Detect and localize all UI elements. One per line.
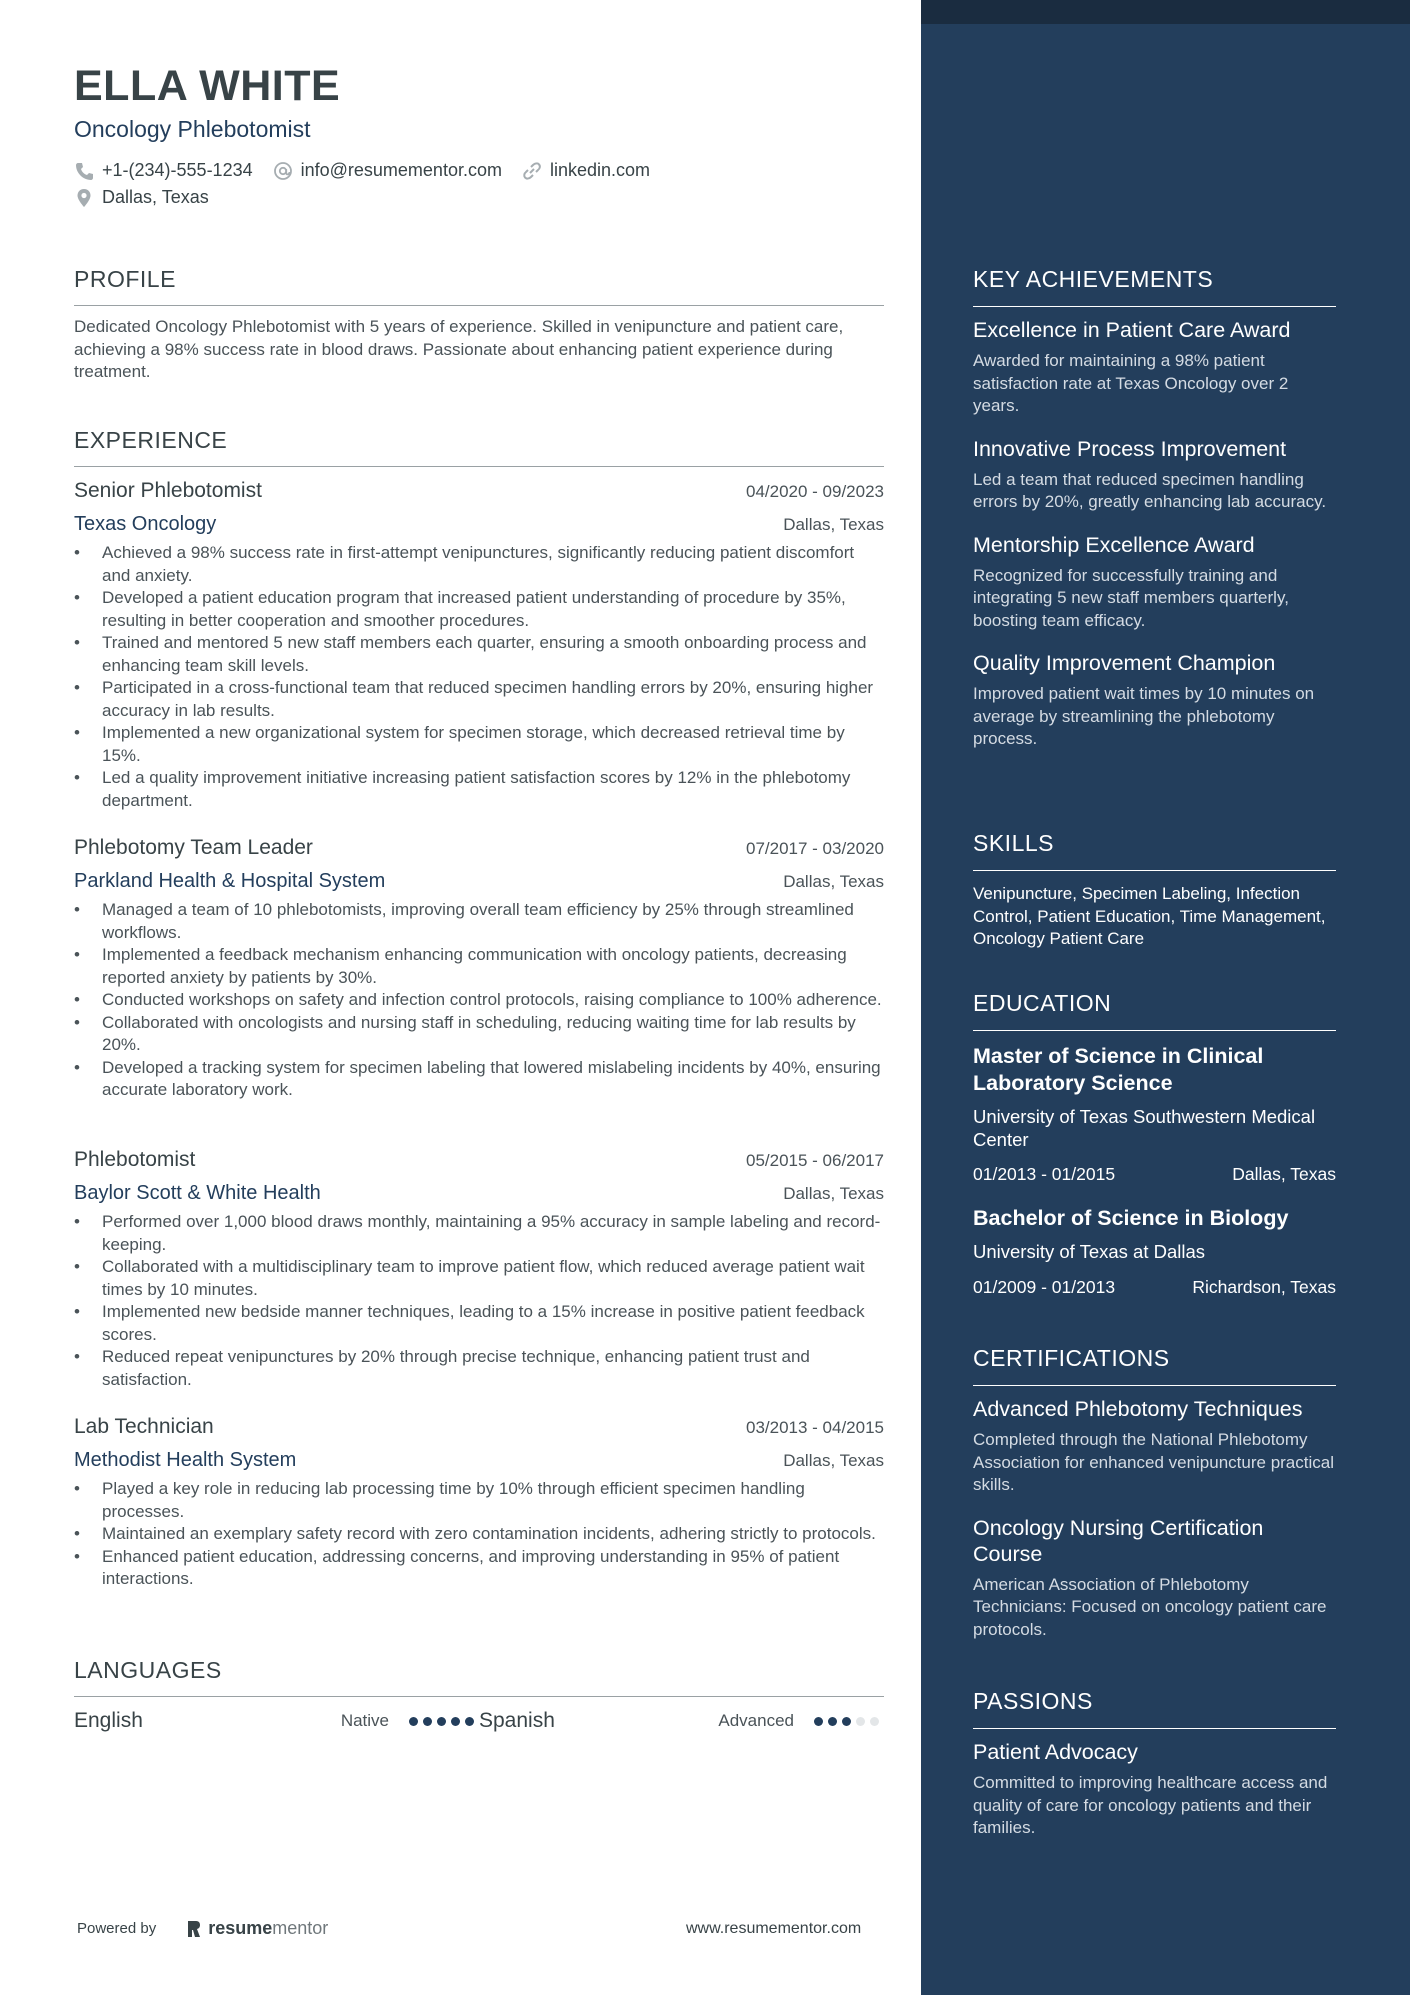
contact-row	[74, 160, 670, 181]
sidebar	[921, 0, 1410, 1995]
rating-dot-empty	[870, 1717, 879, 1726]
languages-row	[74, 1709, 884, 1733]
certification-title: Advanced Phlebotomy Techniques	[973, 1397, 1303, 1421]
job-title: Phlebotomist	[74, 1148, 196, 1171]
section-divider	[74, 466, 884, 467]
sidebar-top-band	[921, 0, 1410, 24]
certifications-section	[973, 1345, 1336, 1641]
footer-website[interactable]: www.resumementor.com	[686, 1920, 862, 1937]
phone-icon	[74, 161, 94, 181]
job-location: Dallas, Texas	[783, 1451, 884, 1470]
bullet-item: • Performed over 1,000 blood draws monthly, maintaining a 95% accuracy in sample labeling and record-keeping.	[74, 1211, 884, 1256]
bullet-item: • Achieved a 98% success rate in first-attempt venipunctures, significantly reducing patient discomfort and anxiety.	[74, 542, 884, 587]
languages-section	[74, 1657, 884, 1733]
job-bullets	[74, 1478, 884, 1591]
job-company: Parkland Health & Hospital System	[74, 870, 386, 892]
sidebar-divider	[973, 1385, 1336, 1386]
job-entry	[74, 836, 884, 1102]
sidebar-divider	[973, 1030, 1336, 1031]
candidate-role: Oncology Phlebotomist	[74, 116, 311, 142]
skills-title: SKILLS	[973, 830, 1054, 856]
location-pin-icon	[74, 188, 94, 208]
language-name: English	[74, 1709, 143, 1732]
achievement-title: Excellence in Patient Care Award	[973, 318, 1291, 342]
job-company: Baylor Scott & White Health	[74, 1182, 321, 1204]
job-title: Senior Phlebotomist	[74, 479, 262, 502]
language-level: Advanced	[718, 1711, 794, 1730]
bullet-item: • Led a quality improvement initiative increasing patient satisfaction scores by 12% in the phlebotomy department.	[74, 767, 884, 812]
bullet-item: • Developed a patient education program that increased patient understanding of procedure by 35%, resulting in better cooperation and smoother procedures.	[74, 587, 884, 632]
language-rating	[814, 1717, 884, 1726]
bullet-item: • Managed a team of 10 phlebotomists, improving overall team efficiency by 25% through streamlined workflows.	[74, 899, 884, 944]
resumementor-logo-icon	[186, 1919, 202, 1939]
bullet-item: • Implemented a new organizational system for specimen storage, which decreased retrieval time by 15%.	[74, 722, 884, 767]
job-company: Methodist Health System	[74, 1449, 297, 1471]
job-company: Texas Oncology	[74, 513, 217, 535]
section-divider	[74, 305, 884, 306]
achievement-text: Improved patient wait times by 10 minutes on average by streamlining the phlebotomy process.	[973, 684, 1315, 748]
sidebar-divider	[973, 870, 1336, 871]
passions-section	[973, 1688, 1336, 1840]
bullet-item: • Maintained an exemplary safety record with zero contamination incidents, adhering strictly to protocols.	[74, 1523, 884, 1546]
bullet-item: • Played a key role in reducing lab processing time by 10% through efficient specimen handling processes.	[74, 1478, 884, 1523]
profile-section	[74, 266, 884, 384]
profile-text: Dedicated Oncology Phlebotomist with 5 years of experience. Skilled in venipuncture and patient care, achieving a 98% success rate in blood draws. Passionate about enhancing patient experience during treatment.	[74, 317, 844, 381]
bullet-item: • Developed a tracking system for specimen labeling that lowered mislabeling incidents by 40%, ensuring accurate laboratory work.	[74, 1057, 884, 1102]
footer-powered	[77, 1918, 328, 1939]
contact-linkedin[interactable]	[522, 160, 650, 181]
bullet-item: • Implemented a feedback mechanism enhancing communication with oncology patients, decreasing reported anxiety by patients by 30%.	[74, 944, 884, 989]
bullet-item: • Collaborated with oncologists and nursing staff in scheduling, reducing waiting time for lab results by 20%.	[74, 1012, 884, 1057]
brand-strong: resume	[208, 1918, 273, 1938]
job-location: Dallas, Texas	[783, 515, 884, 534]
phone-text: +1-(234)-555-1234	[102, 160, 253, 180]
rating-dot-filled	[465, 1717, 474, 1726]
brand-light: mentor	[272, 1918, 329, 1938]
rating-dot-empty	[856, 1717, 865, 1726]
link-icon	[522, 161, 542, 181]
rating-dot-filled	[451, 1717, 460, 1726]
candidate-name: ELLA WHITE	[74, 62, 341, 110]
bullet-item: • Trained and mentored 5 new staff members each quarter, ensuring a smooth onboarding process and enhancing team skill levels.	[74, 632, 884, 677]
profile-title: PROFILE	[74, 266, 176, 292]
achievement-text: Led a team that reduced specimen handling errors by 20%, greatly enhancing lab accuracy.	[973, 469, 1327, 511]
education-section	[973, 990, 1336, 1298]
achievement-item	[973, 532, 1336, 633]
contact-row-2	[74, 187, 229, 208]
sidebar-divider	[973, 1728, 1336, 1729]
powered-by-label: Powered by	[77, 1920, 157, 1937]
certification-item	[973, 1396, 1336, 1497]
education-school: University of Texas at Dallas	[973, 1241, 1206, 1262]
education-title: EDUCATION	[973, 990, 1112, 1016]
language-name: Spanish	[479, 1709, 555, 1732]
education-location: Richardson, Texas	[1192, 1276, 1336, 1297]
achievement-title: Innovative Process Improvement	[973, 436, 1287, 461]
job-dates: 04/2020 - 09/2023	[745, 482, 884, 501]
job-dates: 05/2015 - 06/2017	[745, 1151, 884, 1170]
job-bullets	[74, 542, 884, 812]
education-dates: 01/2009 - 01/2013	[973, 1276, 1116, 1297]
achievement-item	[973, 650, 1336, 751]
languages-title: LANGUAGES	[74, 1657, 222, 1683]
education-location: Dallas, Texas	[1232, 1164, 1336, 1184]
rating-dot-filled	[814, 1717, 823, 1726]
brand-logo[interactable]	[186, 1918, 328, 1939]
job-dates: 07/2017 - 03/2020	[745, 839, 884, 858]
job-bullets	[74, 899, 884, 1102]
certification-text: Completed through the National Phlebotomy Association for enhanced venipuncture practical skills.	[973, 1430, 1334, 1494]
job-entry	[74, 479, 884, 812]
passion-item	[973, 1739, 1336, 1840]
achievements-section	[973, 266, 1336, 751]
education-dates: 01/2013 - 01/2015	[973, 1164, 1116, 1184]
email-text: info@resumementor.com	[300, 160, 502, 180]
skills-section	[973, 830, 1336, 951]
education-item	[973, 1043, 1336, 1185]
linkedin-text: linkedin.com	[549, 160, 651, 180]
at-icon	[273, 161, 293, 181]
achievement-item	[973, 436, 1336, 514]
education-degree: Master of Science in Clinical Laboratory Science	[973, 1044, 1264, 1095]
certification-title: Oncology Nursing Certification Course	[973, 1515, 1264, 1566]
bullet-item: • Enhanced patient education, addressing concerns, and improving understanding in 95% of patient interactions.	[74, 1546, 884, 1591]
bullet-item: • Reduced repeat venipunctures by 20% through precise technique, enhancing patient trust and satisfaction.	[74, 1346, 884, 1391]
job-location: Dallas, Texas	[783, 1184, 884, 1203]
rating-dot-filled	[409, 1717, 418, 1726]
education-school: University of Texas Southwestern Medical Center	[973, 1106, 1316, 1150]
rating-dot-filled	[437, 1717, 446, 1726]
achievements-title: KEY ACHIEVEMENTS	[973, 266, 1214, 292]
certification-item	[973, 1515, 1336, 1642]
rating-dot-filled	[828, 1717, 837, 1726]
language-level: Native	[340, 1711, 389, 1730]
job-dates: 03/2013 - 04/2015	[745, 1418, 884, 1437]
certifications-title: CERTIFICATIONS	[973, 1345, 1170, 1371]
bullet-item: • Conducted workshops on safety and infection control protocols, raising compliance to 100% adherence.	[74, 989, 884, 1012]
rating-dot-filled	[423, 1717, 432, 1726]
sidebar-divider	[973, 306, 1336, 307]
achievement-title: Mentorship Excellence Award	[973, 532, 1255, 557]
contact-phone[interactable]	[74, 160, 253, 181]
job-title: Lab Technician	[74, 1415, 214, 1438]
contact-email[interactable]	[273, 160, 502, 181]
job-entry	[74, 1415, 884, 1591]
passion-text: Committed to improving healthcare access and quality of care for oncology patients and their families.	[973, 1773, 1328, 1837]
contact-location	[74, 187, 209, 208]
bullet-item: • Collaborated with a multidisciplinary team to improve patient flow, which reduced average patient wait times by 10 minutes.	[74, 1256, 884, 1301]
education-degree: Bachelor of Science in Biology	[973, 1206, 1289, 1230]
passions-title: PASSIONS	[973, 1688, 1093, 1714]
location-text: Dallas, Texas	[102, 187, 209, 207]
job-title: Phlebotomy Team Leader	[74, 836, 313, 859]
job-bullets	[74, 1211, 884, 1391]
bullet-item: • Participated in a cross-functional team that reduced specimen handling errors by 20%, ensuring higher accuracy in lab results.	[74, 677, 884, 722]
bullet-item: • Implemented new bedside manner techniques, leading to a 15% increase in positive patient feedback scores.	[74, 1301, 884, 1346]
language-item	[74, 1709, 479, 1733]
education-item	[973, 1205, 1336, 1298]
language-item	[479, 1709, 884, 1733]
experience-section	[74, 427, 884, 467]
section-divider	[74, 1696, 884, 1697]
achievement-item	[973, 317, 1336, 418]
job-entry	[74, 1148, 884, 1391]
passion-title: Patient Advocacy	[973, 1740, 1138, 1764]
achievement-text: Recognized for successfully training and integrating 5 new staff members quarterly, boosting team efficacy.	[973, 565, 1289, 630]
skills-text: Venipuncture, Specimen Labeling, Infection Control, Patient Education, Time Management, Oncology Patient Care	[973, 884, 1326, 948]
experience-title: EXPERIENCE	[74, 427, 228, 453]
job-location: Dallas, Texas	[783, 872, 884, 891]
rating-dot-filled	[842, 1717, 851, 1726]
achievement-title: Quality Improvement Champion	[973, 651, 1276, 675]
language-rating	[409, 1717, 479, 1726]
certification-text: American Association of Phlebotomy Technicians: Focused on oncology patient care protocols.	[973, 1574, 1327, 1639]
achievement-text: Awarded for maintaining a 98% patient satisfaction rate at Texas Oncology over 2 years.	[973, 351, 1289, 415]
